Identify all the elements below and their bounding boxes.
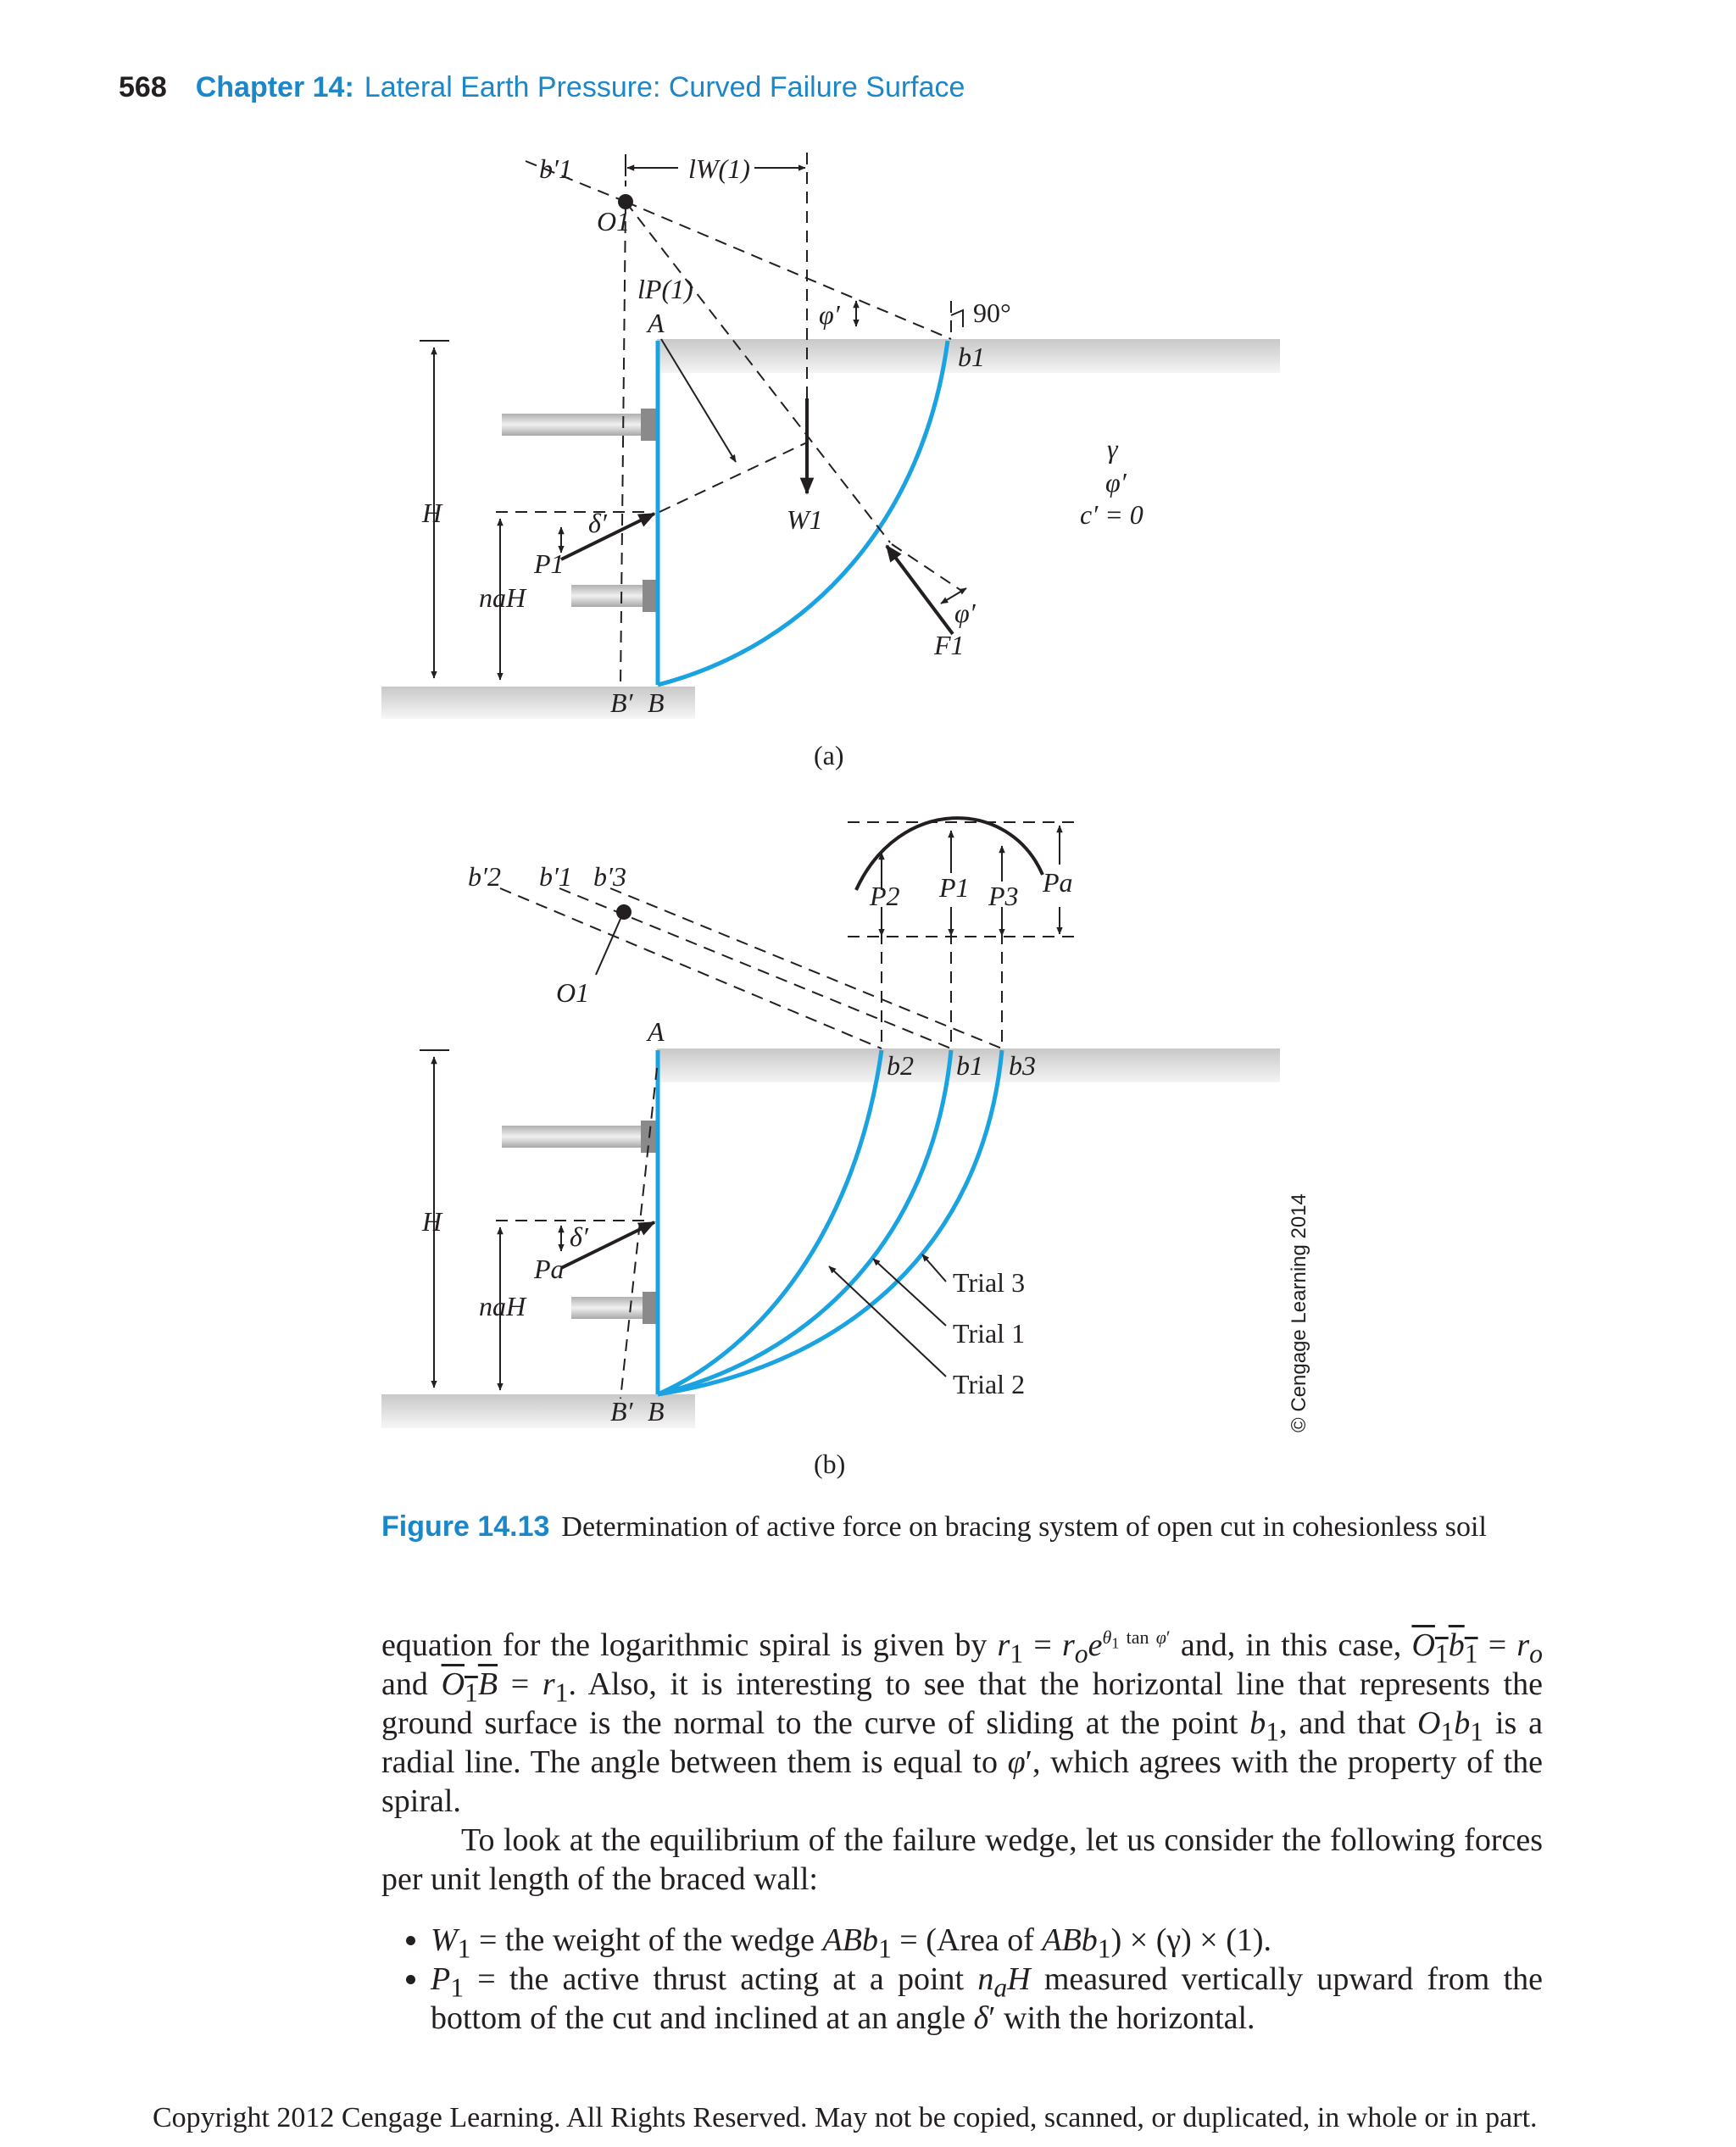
- label-o1-a: O1: [597, 206, 631, 236]
- figure-caption: [381, 1510, 1487, 1544]
- label-b-prime-a: B′: [610, 687, 633, 718]
- caption-label: Figure 14.13: [381, 1510, 550, 1543]
- label-pa-envelope: Pa: [1043, 867, 1073, 898]
- label-p2: P2: [870, 881, 900, 911]
- label-o1-b: O1: [556, 977, 590, 1008]
- leader-o1-b: [596, 919, 620, 975]
- page-number: 568: [119, 71, 167, 103]
- label-a-b: A: [648, 1016, 665, 1047]
- paragraph-1: equation for the logarithmic spiral is given by $r_1 = r_oe^{\theta_1 tan \varphi'}$ and, in this case, $O_1b_1 = r_o$ and $O_1B = r_1$. Also, it is interesting to see that the horizontal line that represents the ground surface is the normal to the curve of sliding at the point $b_1$, and that $O_1b_1$ is a radial line. The angle between them is equal to φ′, which agrees with the property of the spiral.: [381, 1627, 1544, 1819]
- panel-a-labels: [421, 153, 1143, 770]
- trial-curve-1: [658, 1050, 951, 1394]
- panel-b-label: (b): [814, 1449, 846, 1479]
- label-pa-thrust: Pa: [534, 1254, 565, 1284]
- label-p3: P3: [988, 881, 1019, 911]
- label-90deg: 90°: [973, 298, 1011, 328]
- label-phi-soil: φ′: [1105, 467, 1127, 498]
- label-p1-a: P1: [534, 548, 565, 579]
- strut-plate-upper-a: [641, 409, 658, 441]
- label-b3: b3: [1009, 1050, 1036, 1081]
- label-b1-b: b1: [956, 1050, 983, 1081]
- arrow-f1: [887, 546, 953, 634]
- label-lw1: lW(1): [688, 153, 750, 184]
- chapter-title: Lateral Earth Pressure: Curved Failure Surface: [364, 71, 965, 103]
- label-a-a: A: [648, 308, 665, 338]
- panel-a-label: (a): [814, 740, 844, 770]
- strut-lower-a: [571, 585, 646, 607]
- label-c-prime-zero: c′ = 0: [1080, 499, 1143, 530]
- body-text: [381, 1626, 1543, 2038]
- label-nah-b: naH: [479, 1291, 526, 1321]
- label-h-b: H: [422, 1206, 442, 1237]
- copyright-footer: Copyright 2012 Cengage Learning. All Rights Reserved. May not be copied, scanned, or duplicated, in whole or in part.: [153, 2102, 1538, 2133]
- caption-text: Determination of active force on bracing system of open cut in cohesionless soil: [561, 1511, 1487, 1543]
- label-trial-3: Trial 3: [953, 1267, 1026, 1298]
- leader-trial-3: [922, 1254, 946, 1282]
- label-w1: W1: [787, 504, 823, 535]
- panel-b-labels: [421, 861, 1310, 1479]
- list-item: • $W_1$ = the weight of the wedge ABb$_1$ = (Area of ABb$_1$) × (γ) × (1).: [431, 1921, 1543, 1960]
- label-b-prime-b: B′: [610, 1396, 633, 1427]
- label-delta-b: δ′: [570, 1221, 588, 1252]
- label-b1-a: b1: [958, 342, 985, 372]
- label-b2-prime: b′2: [468, 861, 501, 892]
- label-trial-1: Trial 1: [953, 1318, 1026, 1349]
- strut-upper-b: [502, 1126, 644, 1148]
- credit-line: © Cengage Learning 2014: [1288, 1193, 1310, 1432]
- strut-lower-b: [571, 1297, 646, 1319]
- label-trial-2: Trial 2: [953, 1369, 1026, 1399]
- right-angle-marker: [951, 310, 963, 327]
- label-h-a: H: [422, 498, 442, 528]
- label-b-a: B: [648, 687, 665, 718]
- label-b1-prime-a: b′1: [539, 153, 572, 184]
- label-b-b: B: [648, 1396, 665, 1427]
- trial-curve-2: [658, 1050, 882, 1394]
- label-gamma: γ: [1107, 433, 1118, 464]
- label-nah-a: naH: [479, 582, 526, 613]
- panel-a: [381, 153, 1280, 719]
- label-phi-top: φ′: [819, 299, 840, 330]
- paragraph-2: To look at the equilibrium of the failure wedge, let us consider the following forces per unit length of the braced wall:: [381, 1822, 1543, 1897]
- point-o1-b: [616, 904, 632, 920]
- panel-b: [381, 818, 1280, 1428]
- label-lp1: lP(1): [637, 274, 693, 304]
- label-b3-prime: b′3: [593, 861, 626, 892]
- label-b2: b2: [887, 1050, 914, 1081]
- label-phi-f1: φ′: [954, 598, 976, 628]
- force-list: [381, 1921, 1543, 2038]
- label-delta-a: δ′: [588, 508, 607, 538]
- chapter-label: Chapter 14:: [195, 71, 354, 103]
- list-item: • $P_1$ = the active thrust acting at a point $n_aH$ measured vertically upward from the bottom of the cut and inclined at an angle δ′ with the horizontal.: [431, 1960, 1543, 2038]
- arrow-p1: [561, 514, 654, 559]
- label-b1-prime-b: b′1: [539, 861, 572, 892]
- label-p1-b: P1: [939, 872, 970, 903]
- label-f1: F1: [934, 630, 965, 660]
